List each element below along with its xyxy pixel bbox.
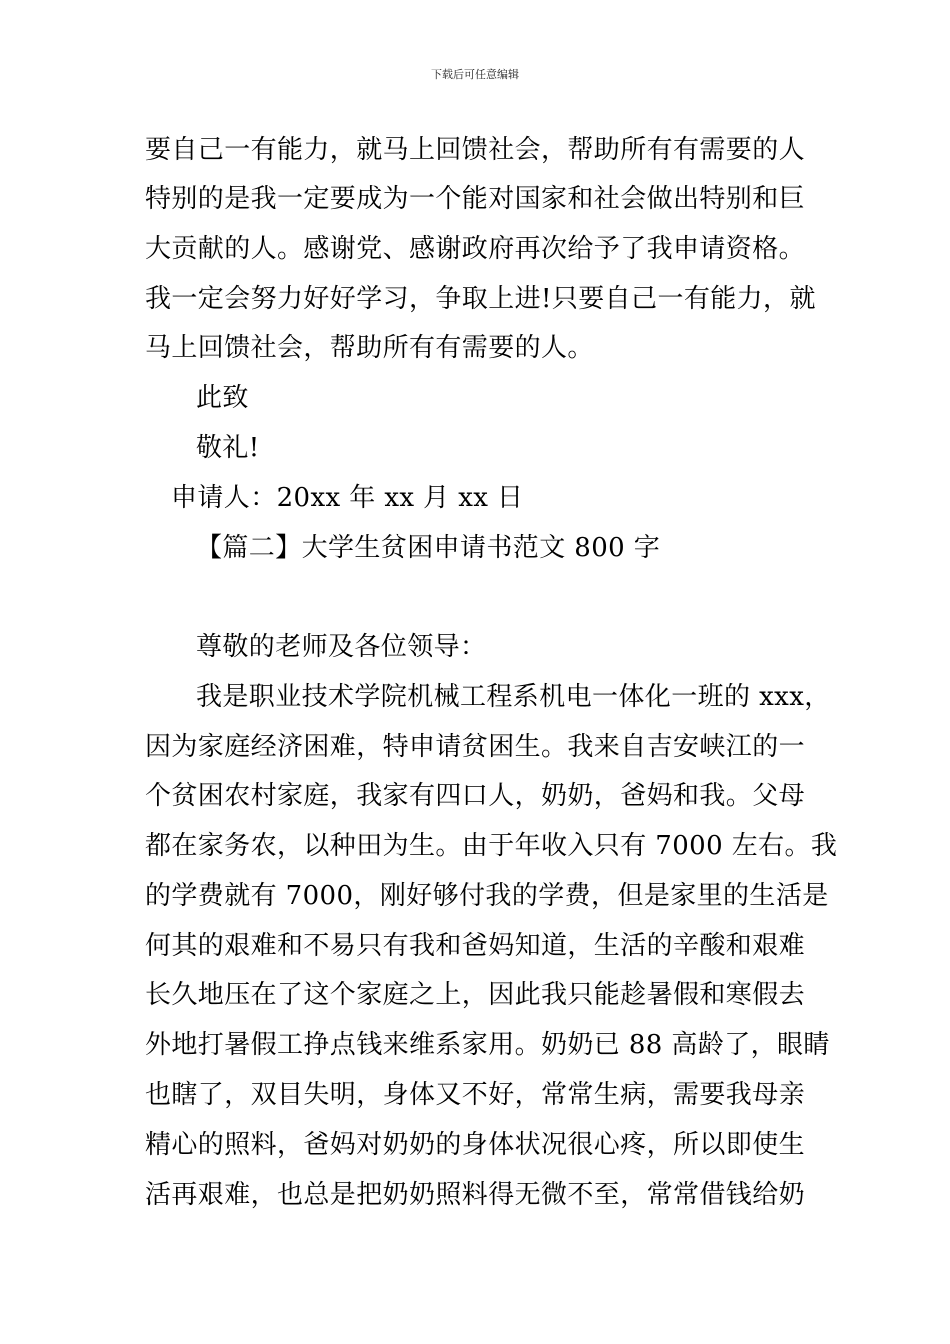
closing-salutation: 此致 [196,383,249,413]
body-line: 要自己一有能力，就马上回馈社会，帮助所有有需要的人 [145,135,806,165]
paragraph-line: 何其的艰难和不易只有我和爸妈知道，生活的辛酸和艰难 [145,931,806,961]
page-header-note: 下载后可任意编辑 [431,68,519,81]
section-title: 【篇二】大学生贫困申请书范文 800 字 [196,533,661,563]
paragraph-line: 的学费就有 7000，刚好够付我的学费，但是家里的生活是 [145,881,829,911]
body-line: 我一定会努力好好学习，争取上进!只要自己一有能力，就 [145,284,816,314]
paragraph-line: 外地打暑假工挣点钱来维系家用。奶奶已 88 高龄了，眼睛 [145,1030,830,1060]
paragraph-line: 因为家庭经济困难，特申请贫困生。我来自吉安峡江的一 [145,732,806,762]
paragraph-line: 活再艰难，也总是把奶奶照料得无微不至，常常借钱给奶 [145,1180,806,1210]
paragraph-line: 都在家务农，以种田为生。由于年收入只有 7000 左右。我 [145,831,838,861]
body-line: 马上回馈社会，帮助所有有需要的人。 [145,333,594,363]
paragraph-line: 个贫困农村家庭，我家有四口人，奶奶，爸妈和我。父母 [145,781,806,811]
body-line: 特别的是我一定要成为一个能对国家和社会做出特别和巨 [145,184,806,214]
paragraph-line: 我是职业技术学院机械工程系机电一体化一班的 xxx， [196,682,831,712]
paragraph-line: 也瞎了，双目失明，身体又不好，常常生病，需要我母亲 [145,1080,806,1110]
paragraph-line: 长久地压在了这个家庭之上，因此我只能趁暑假和寒假去 [145,980,806,1010]
body-line: 大贡献的人。感谢党、感谢政府再次给予了我申请资格。 [145,234,806,264]
closing-regards: 敬礼! [196,433,260,463]
signer-line: 申请人：20xx 年 xx 月 xx 日 [171,483,524,513]
paragraph-line: 精心的照料，爸妈对奶奶的身体状况很心疼，所以即使生 [145,1130,806,1160]
letter-greeting: 尊敬的老师及各位领导： [196,632,487,662]
